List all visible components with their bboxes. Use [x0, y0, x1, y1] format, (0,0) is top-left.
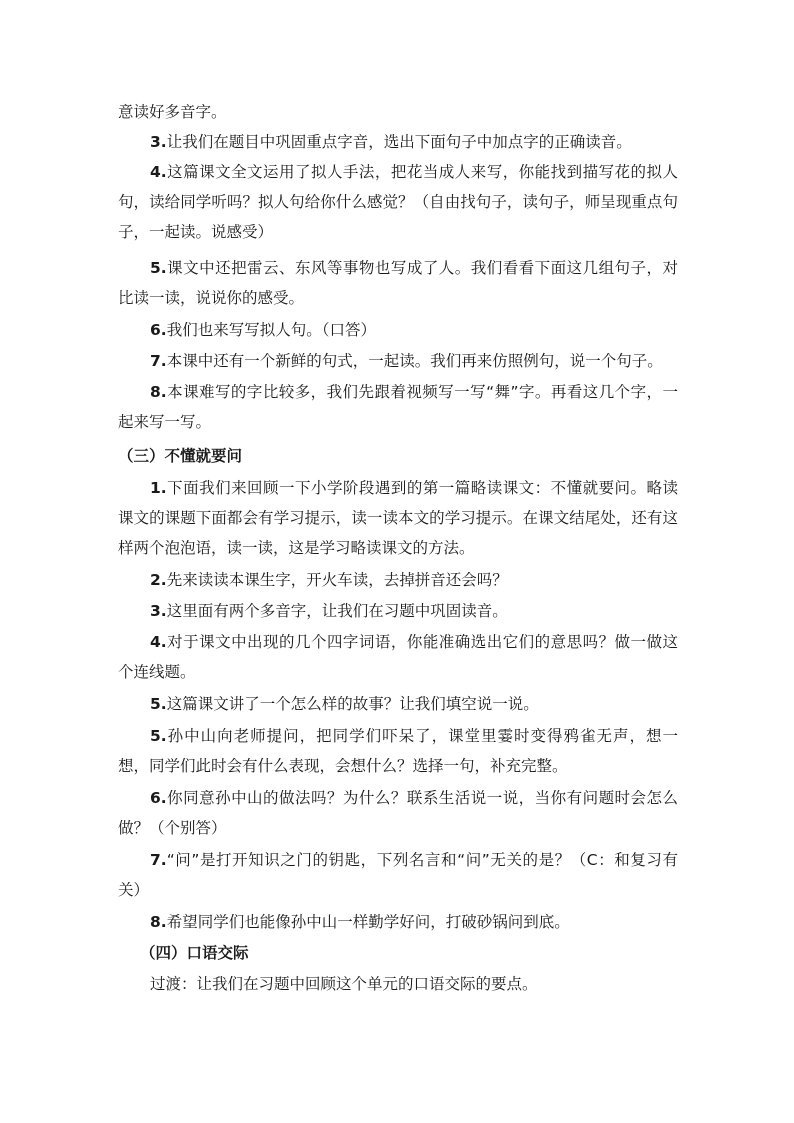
paragraph-item-8: 8.本课难写的字比较多，我们先跟着视频写一写“舞”字。再看这几个字，一起来写一写。 — [118, 383, 678, 431]
paragraph-item-6: 6.我们也来写写拟人句。（口答） — [150, 321, 376, 339]
section3-item-3: 3.这里面有两个多音字，让我们在习题中巩固读音。 — [150, 602, 508, 620]
section-heading-3: （三）不懂就要问 — [118, 447, 243, 465]
section3-item-1: 1.下面我们来回顾一下小学阶段遇到的第一篇略读课文：不懂就要问。略读课文的课题下面都会有学习提示，读一读本文的学习提示。在课文结尾处，还有这样两个泡泡语，读一读，这是学习略读课文的方法。 — [118, 479, 678, 557]
section3-item-7: 7.“问”是打开知识之门的钥匙，下列名言和“问”无关的是？（C：和复习有关） — [118, 851, 678, 899]
section3-item-5b: 5.孙中山向老师提问，把同学们吓呆了，课堂里霎时变得鸦雀无声，想一想，同学们此时会有什么表现，会想什么？选择一句，补充完整。 — [118, 727, 678, 775]
section-heading-4: （四）口语交际 — [140, 944, 249, 962]
paragraph-item-5: 5.课文中还把雷云、东风等事物也写成了人。我们看看下面这几组句子，对比读一读，说说你的感受。 — [118, 259, 678, 307]
transition-paragraph: 过渡：让我们在习题中回顾这个单元的口语交际的要点。 — [150, 975, 538, 993]
section3-item-5: 5.这篇课文讲了一个怎么样的故事？让我们填空说一说。 — [150, 695, 539, 713]
paragraph-item-4: 4.这篇课文全文运用了拟人手法，把花当成人来写，你能找到描写花的拟人句，读给同学听吗？拟人句给你什么感觉？（自由找句子，读句子，师呈现重点句子，一起读。说感受） — [118, 163, 678, 241]
paragraph-continuation: 意读好多音字。 — [118, 103, 227, 121]
section3-item-2: 2.先来读读本课生字，开火车读，去掉拼音还会吗？ — [150, 571, 508, 589]
paragraph-item-3: 3.让我们在题目中巩固重点字音，选出下面句子中加点字的正确读音。 — [150, 133, 632, 151]
section3-item-6: 6.你同意孙中山的做法吗？为什么？联系生活说一说，当你有问题时会怎么做？（个别答） — [118, 789, 678, 837]
section3-item-4: 4.对于课文中出现的几个四字词语，你能准确选出它们的意思吗？做一做这个连线题。 — [118, 633, 678, 681]
section3-item-8: 8.希望同学们也能像孙中山一样勤学好问，打破砂锅问到底。 — [150, 913, 570, 931]
paragraph-item-7: 7.本课中还有一个新鲜的句式，一起读。我们再来仿照例句，说一个句子。 — [150, 352, 663, 370]
